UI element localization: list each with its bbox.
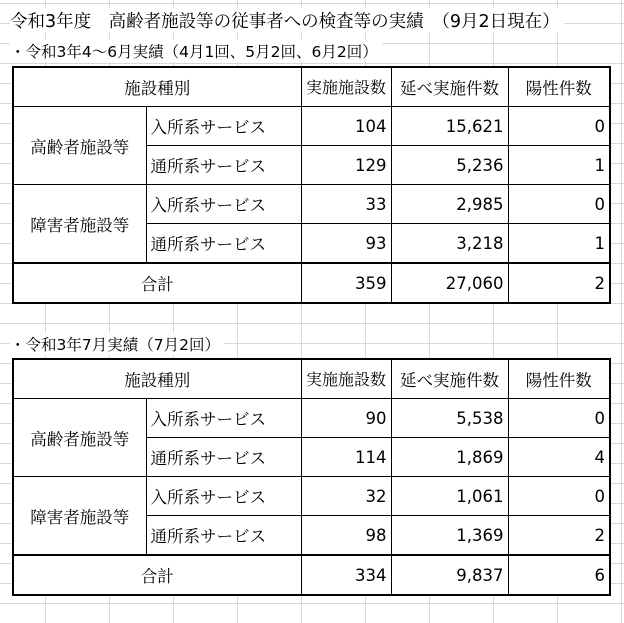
facilities-cell: 93 (301, 224, 391, 264)
total-tests: 27,060 (391, 263, 508, 303)
service-cell: 通所系サービス (146, 438, 301, 477)
tests-cell: 2,985 (391, 185, 508, 224)
header-facility-type: 施設種別 (13, 359, 301, 399)
section-subtitle: ・令和3年4～6月実績（4月1回、5月2回、6月2回） (10, 40, 382, 62)
service-cell: 入所系サービス (146, 477, 301, 516)
table-header-row (13, 359, 610, 399)
total-row (13, 555, 610, 595)
tests-cell: 5,538 (391, 399, 508, 438)
results-table (12, 66, 611, 304)
page-title: 令和3年度 高齢者施設等の従事者への検査等の実績 （9月2日現在） (10, 8, 564, 33)
facilities-cell: 90 (301, 399, 391, 438)
positive-cell: 0 (508, 399, 610, 438)
header-positive: 陽性件数 (508, 359, 610, 399)
facilities-cell: 33 (301, 185, 391, 224)
category-cell: 障害者施設等 (13, 477, 146, 556)
facilities-cell: 104 (301, 107, 391, 146)
table-row (13, 185, 610, 224)
header-total-tests: 延べ実施件数 (391, 67, 508, 107)
total-positive: 6 (508, 555, 610, 595)
table-row (13, 399, 610, 438)
table-row (13, 107, 610, 146)
header-positive: 陽性件数 (508, 67, 610, 107)
service-cell: 通所系サービス (146, 224, 301, 264)
facilities-cell: 114 (301, 438, 391, 477)
service-cell: 通所系サービス (146, 146, 301, 185)
tests-cell: 1,869 (391, 438, 508, 477)
facilities-cell: 32 (301, 477, 391, 516)
positive-cell: 2 (508, 516, 610, 556)
tests-cell: 5,236 (391, 146, 508, 185)
header-total-tests: 延べ実施件数 (391, 359, 508, 399)
header-facilities: 実施施設数 (301, 359, 391, 399)
service-cell: 通所系サービス (146, 516, 301, 556)
tests-cell: 1,369 (391, 516, 508, 556)
facilities-cell: 129 (301, 146, 391, 185)
total-row (13, 263, 610, 303)
facilities-cell: 98 (301, 516, 391, 556)
positive-cell: 1 (508, 224, 610, 264)
tests-cell: 15,621 (391, 107, 508, 146)
total-label: 合計 (13, 263, 301, 303)
total-facilities: 334 (301, 555, 391, 595)
total-label: 合計 (13, 555, 301, 595)
positive-cell: 1 (508, 146, 610, 185)
tests-cell: 1,061 (391, 477, 508, 516)
tests-cell: 3,218 (391, 224, 508, 264)
service-cell: 入所系サービス (146, 107, 301, 146)
header-facilities: 実施施設数 (301, 67, 391, 107)
category-cell: 高齢者施設等 (13, 107, 146, 185)
category-cell: 障害者施設等 (13, 185, 146, 264)
service-cell: 入所系サービス (146, 399, 301, 438)
positive-cell: 0 (508, 107, 610, 146)
total-tests: 9,837 (391, 555, 508, 595)
table-header-row (13, 67, 610, 107)
total-facilities: 359 (301, 263, 391, 303)
positive-cell: 0 (508, 477, 610, 516)
header-facility-type: 施設種別 (13, 67, 301, 107)
results-table (12, 358, 611, 596)
positive-cell: 4 (508, 438, 610, 477)
table-row (13, 477, 610, 516)
total-positive: 2 (508, 263, 610, 303)
section-subtitle: ・令和3年7月実績（7月2回） (10, 333, 224, 355)
category-cell: 高齢者施設等 (13, 399, 146, 477)
service-cell: 入所系サービス (146, 185, 301, 224)
positive-cell: 0 (508, 185, 610, 224)
